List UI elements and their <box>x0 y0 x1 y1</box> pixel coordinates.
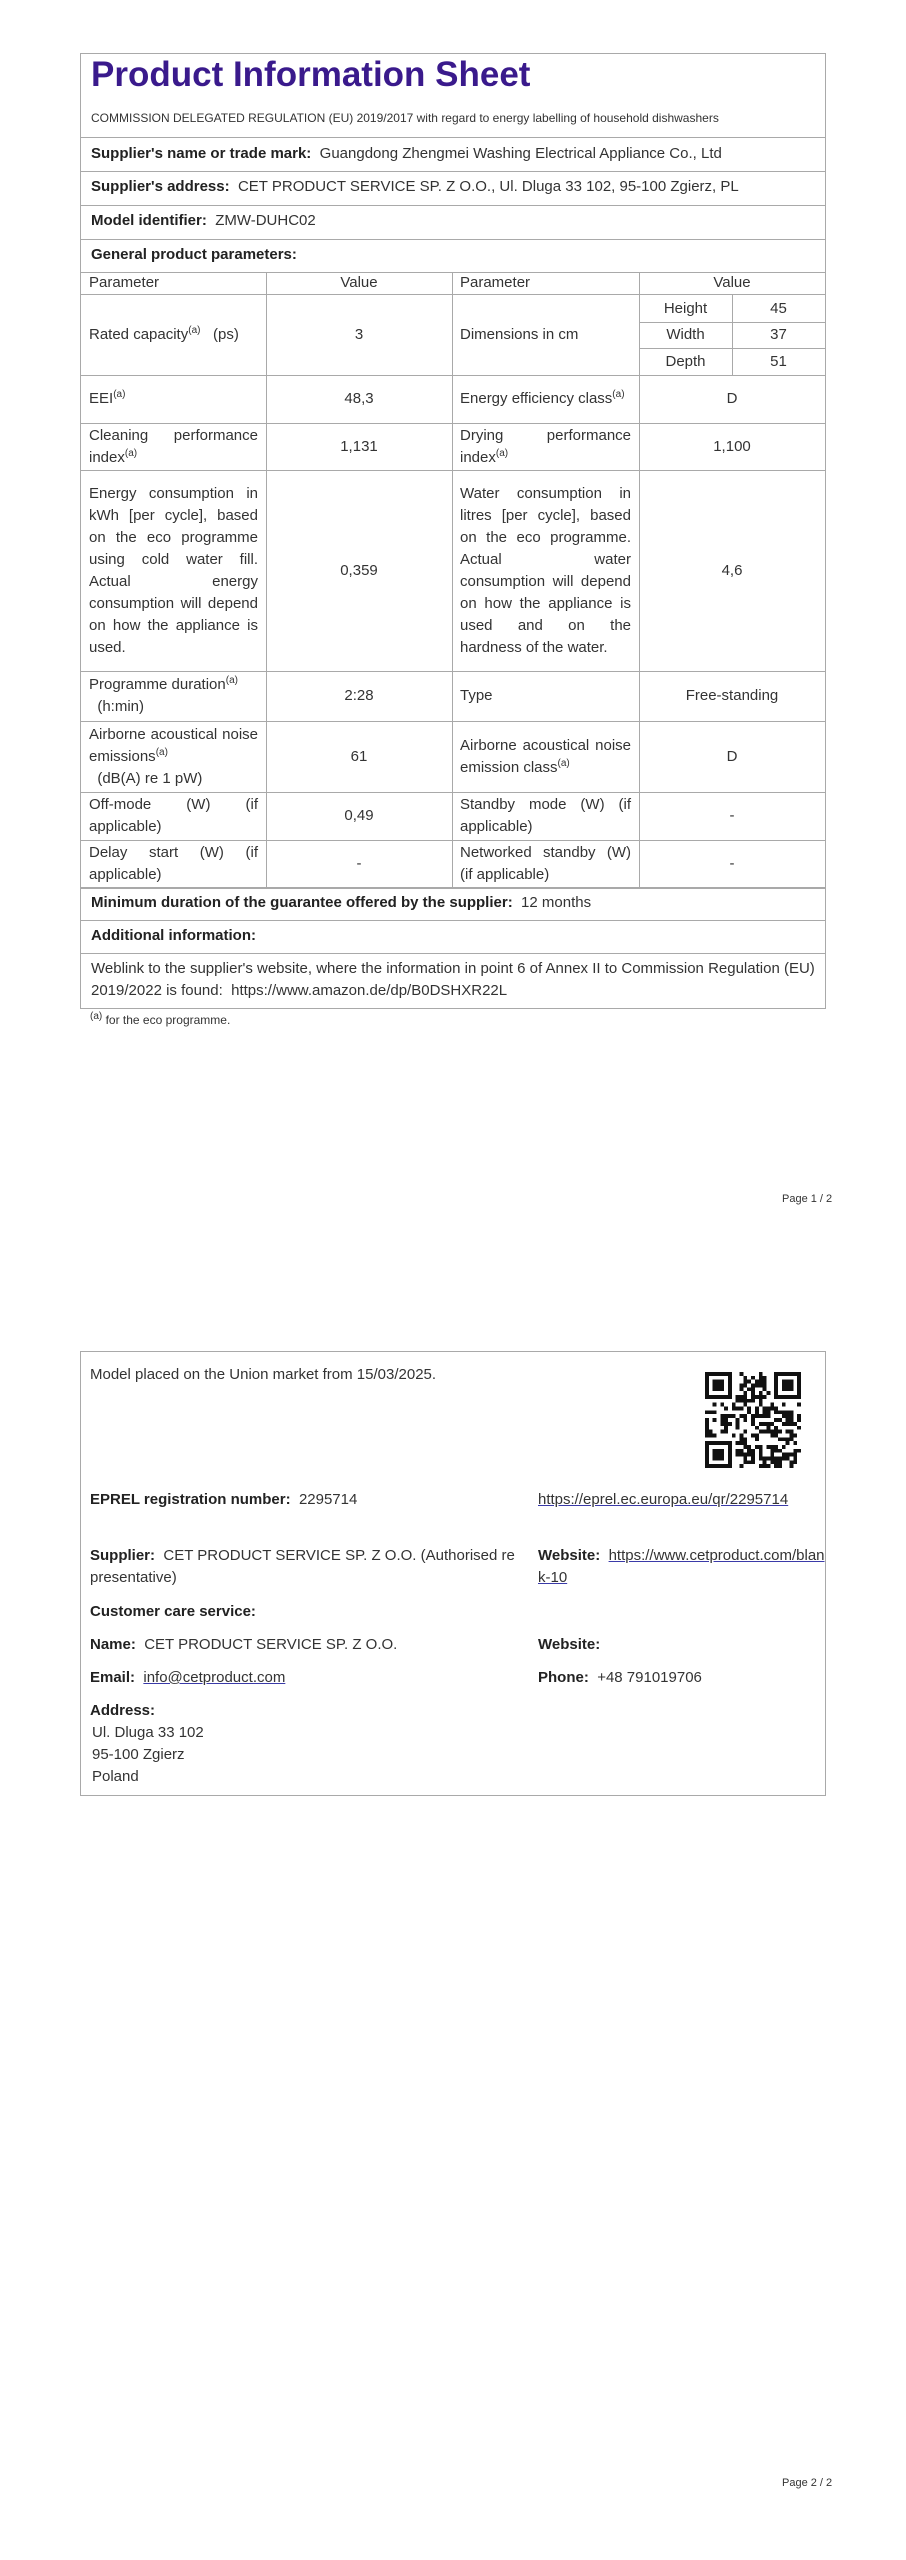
depth-label: Depth <box>665 352 706 370</box>
model-value: ZMW-DUHC02 <box>215 212 316 229</box>
energy-class-value: D <box>726 390 738 407</box>
drying-index-value: 1,100 <box>713 437 751 455</box>
depth-value: 51 <box>770 352 787 370</box>
header-parameter-1: Parameter <box>89 274 160 291</box>
supplier-address-label: Supplier's address: <box>91 178 230 195</box>
cc-address-label: Address: <box>90 1702 156 1719</box>
off-mode-label: Off-mode (W) (if applicable) <box>89 796 258 835</box>
drying-index-label: Drying performance index$^{(a)}$ <box>460 426 631 466</box>
product-info-sheet <box>80 53 826 1009</box>
weblink-url[interactable]: https://www.amazon.de/dp/B0DSHXR22L <box>231 982 508 999</box>
header-value-1: Value <box>340 274 378 291</box>
customer-care-heading: Customer care service: <box>90 1603 256 1620</box>
cc-phone-value: +48 791019706 <box>597 1669 702 1686</box>
supplier-address-value: CET PRODUCT SERVICE SP. Z O.O., Ul. Dluga 33 102, 95-100 Zgierz, PL <box>237 178 739 195</box>
supplier-website-link[interactable]: https://www.cetproduct.com/blank-10 <box>538 1547 825 1586</box>
cc-website-label: Website: <box>538 1636 601 1653</box>
model-row <box>81 205 825 239</box>
address-line: 95-100 Zgierz <box>92 1746 185 1763</box>
cc-email-link[interactable]: info@cetproduct.com <box>143 1669 286 1686</box>
programme-duration-label: Programme duration$^{(a)}$ (h:min) <box>89 675 238 715</box>
eprel-value: 2295714 <box>298 1491 358 1508</box>
standby-label: Standby mode (W) (if applicable) <box>460 796 631 835</box>
noise-emissions-label: Airborne acoustical noise emissions$^{(a)}$ (dB(A) re 1 pW) <box>89 725 258 787</box>
type-label: Type <box>460 687 493 704</box>
eei-label: EEI$^{(a)}$ <box>89 389 126 407</box>
networked-standby-value: - <box>729 854 735 872</box>
general-params-heading: General product parameters: <box>91 246 297 263</box>
page-number-1: Page 1 / 2 <box>782 1193 833 1205</box>
model-label: Model identifier: <box>91 212 207 229</box>
delay-start-label: Delay start (W) (if applicable) <box>89 843 258 883</box>
dimensions-label: Dimensions in cm <box>460 325 579 343</box>
noise-class-label: Airborne acoustical noise emission class$^{(a)}$ <box>460 736 631 776</box>
energy-consumption-label: Energy consumption in kWh [per cycle], based on the eco programme using cold water fill. Actual energy consumption will depend on how the appliance is used. <box>89 484 258 656</box>
weblink-row <box>81 953 825 1008</box>
header-value-2: Value <box>713 274 751 291</box>
supplier-address-row <box>81 171 825 205</box>
footnote: $^{(a)}$ for the eco programme. <box>90 1011 231 1027</box>
energy-consumption-value: 0,359 <box>340 561 378 579</box>
energy-class-label: Energy efficiency class$^{(a)}$ <box>460 389 625 407</box>
guarantee-label: Minimum duration of the guarantee offered by the supplier: <box>91 894 513 911</box>
noise-class-value: D <box>726 747 738 765</box>
guarantee-value: 12 months <box>521 894 592 911</box>
height-label: Height <box>663 299 708 317</box>
cc-phone-label: Phone: <box>538 1669 589 1686</box>
noise-emissions-value: 61 <box>350 747 368 765</box>
eei-value: 48,3 <box>344 390 374 407</box>
additional-info-row <box>81 920 825 953</box>
height-value: 45 <box>770 299 787 317</box>
water-consumption-value: 4,6 <box>721 561 743 579</box>
cc-address <box>92 1722 204 1788</box>
width-value: 37 <box>770 326 787 343</box>
cleaning-index-label: Cleaning performance index$^{(a)}$ <box>89 426 258 466</box>
water-consumption-label: Water consumption in litres [per cycle], based on the eco programme. Actual water consumption will depend on how the appliance is used and on the hardness of the water. <box>460 484 631 656</box>
address-line: Poland <box>92 1768 139 1785</box>
rated-capacity-value: 3 <box>354 325 364 343</box>
off-mode-value: 0,49 <box>344 807 374 824</box>
weblink-text: Weblink to the supplier's website, where the information in point 6 of Annex II to Commission Regulation (EU) 2019/2022 is found: <box>91 960 815 999</box>
supplier-website-label: Website: <box>538 1547 601 1564</box>
header-parameter-2: Parameter <box>460 274 531 291</box>
rated-capacity-label: Rated capacity$^{(a)}$ (ps) <box>89 324 239 343</box>
supplier-value: CET PRODUCT SERVICE SP. Z O.O. (Authorised representative) <box>90 1547 515 1586</box>
page-title: Product Information Sheet <box>91 55 531 94</box>
guarantee-row <box>81 887 825 920</box>
type-value: Free-standing <box>685 687 779 704</box>
placed-on-market: Model placed on the Union market from 15/03/2025. <box>90 1366 437 1383</box>
additional-info-heading: Additional information: <box>91 927 256 944</box>
programme-duration-value: 2:28 <box>344 687 374 704</box>
cc-name-value: CET PRODUCT SERVICE SP. Z O.O. <box>144 1636 398 1653</box>
width-label: Width <box>666 326 705 343</box>
cc-email-label: Email: <box>90 1669 136 1686</box>
regulation-subtitle: COMMISSION DELEGATED REGULATION (EU) 2019/2017 with regard to energy labelling of household dishwashers <box>91 111 719 125</box>
eprel-link[interactable]: https://eprel.ec.europa.eu/qr/2295714 <box>538 1491 789 1508</box>
networked-standby-label: Networked standby (W) (if applicable) <box>460 843 631 883</box>
address-line: Ul. Dluga 33 102 <box>92 1724 204 1741</box>
supplier-name-label: Supplier's name or trade mark: <box>91 145 312 162</box>
qr-code-icon[interactable] <box>705 1372 801 1468</box>
cc-name-label: Name: <box>90 1636 136 1653</box>
page-number-2: Page 2 / 2 <box>782 2477 833 2489</box>
supplier-name-row <box>81 137 825 171</box>
general-params-row <box>81 239 825 272</box>
supplier-label: Supplier: <box>90 1547 156 1564</box>
supplier-name-value: Guangdong Zhengmei Washing Electrical Appliance Co., Ltd <box>319 145 722 162</box>
standby-value: - <box>729 807 735 824</box>
delay-start-value: - <box>356 854 362 872</box>
eprel-label: EPREL registration number: <box>90 1491 291 1508</box>
cleaning-index-value: 1,131 <box>340 437 378 455</box>
